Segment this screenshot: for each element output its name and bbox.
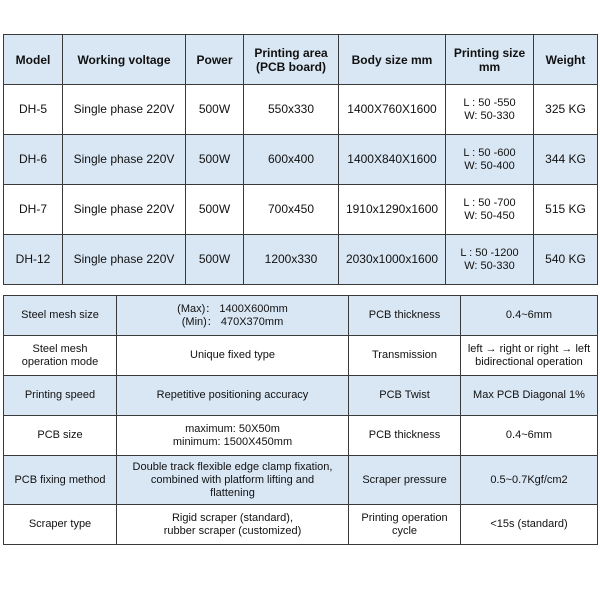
table-row xyxy=(4,185,598,235)
cell-printing-size-width: W: 50-330 xyxy=(464,109,515,122)
param-label: PCB thickness xyxy=(349,416,461,456)
cell-weight: 325 KG xyxy=(534,85,598,135)
cell-power: 500W xyxy=(186,235,244,285)
cell-power: 500W xyxy=(186,85,244,135)
cell-model: DH-12 xyxy=(4,235,63,285)
param-value: 0.5~0.7Kgf/cm2 xyxy=(461,456,598,505)
table-row xyxy=(4,85,598,135)
header-printing-size-line1: Printing size xyxy=(453,45,526,60)
cell-power: 500W xyxy=(186,185,244,235)
param-value-line: flattening xyxy=(210,486,255,499)
cell-model: DH-6 xyxy=(4,135,63,185)
param-value-line: combined with platform lifting and xyxy=(150,473,315,486)
param-table xyxy=(3,295,598,545)
param-label: Steel mesh size xyxy=(4,296,117,336)
param-label: Printing speed xyxy=(4,376,117,416)
param-value-line: left → right or right → left xyxy=(467,342,591,355)
cell-weight: 540 KG xyxy=(534,235,598,285)
param-value: Max PCB Diagonal 1% xyxy=(461,376,598,416)
param-value-line: minimum: 1500X450mm xyxy=(172,435,293,448)
header-printing-area-line2: (PCB board) xyxy=(256,59,326,74)
table-row xyxy=(4,505,598,545)
cell-printing-size-length: L : 50 -550 xyxy=(463,96,516,109)
cell-printing-size xyxy=(446,135,534,185)
param-label: PCB size xyxy=(4,416,117,456)
cell-voltage: Single phase 220V xyxy=(63,85,186,135)
header-body-size: Body size mm xyxy=(339,35,446,85)
table-row xyxy=(4,235,598,285)
cell-model: DH-5 xyxy=(4,85,63,135)
param-value-line: maximum: 50X50m xyxy=(185,422,280,435)
cell-printing-size xyxy=(446,235,534,285)
param-value xyxy=(117,505,349,545)
cell-printing-size-width: W: 50-450 xyxy=(464,209,515,222)
param-value-line: (Min)： 470X370mm xyxy=(181,315,284,328)
spec-table xyxy=(3,34,598,285)
param-label: PCB fixing method xyxy=(4,456,117,505)
table-row xyxy=(4,135,598,185)
cell-printing-area: 600x400 xyxy=(244,135,339,185)
cell-printing-size-length: L : 50 -1200 xyxy=(460,246,519,259)
cell-printing-size-width: W: 50-400 xyxy=(464,159,515,172)
cell-printing-size xyxy=(446,85,534,135)
cell-printing-area: 1200x330 xyxy=(244,235,339,285)
spec-table-header-row xyxy=(4,35,598,85)
cell-voltage: Single phase 220V xyxy=(63,235,186,285)
cell-model: DH-7 xyxy=(4,185,63,235)
header-printing-area-line1: Printing area xyxy=(254,45,328,60)
table-row xyxy=(4,456,598,505)
param-label-line: operation mode xyxy=(21,355,99,368)
param-value: Repetitive positioning accuracy xyxy=(117,376,349,416)
param-label: PCB thickness xyxy=(349,296,461,336)
cell-weight: 344 KG xyxy=(534,135,598,185)
param-value xyxy=(117,456,349,505)
param-value-line: bidirectional operation xyxy=(475,355,583,368)
cell-weight: 515 KG xyxy=(534,185,598,235)
cell-printing-size xyxy=(446,185,534,235)
param-label: PCB Twist xyxy=(349,376,461,416)
header-printing-size-line2: mm xyxy=(478,59,501,74)
param-label xyxy=(4,336,117,376)
param-value xyxy=(461,336,598,376)
table-row xyxy=(4,416,598,456)
cell-voltage: Single phase 220V xyxy=(63,135,186,185)
param-label: Transmission xyxy=(349,336,461,376)
header-printing-size xyxy=(446,35,534,85)
table-row xyxy=(4,336,598,376)
param-value: <15s (standard) xyxy=(461,505,598,545)
cell-printing-area: 700x450 xyxy=(244,185,339,235)
param-value: 0.4~6mm xyxy=(461,416,598,456)
param-value-line: rubber scraper (customized) xyxy=(163,524,302,537)
param-value-line: (Max)： 1400X600mm xyxy=(177,302,288,315)
cell-body-size: 1400X840X1600 xyxy=(339,135,446,185)
header-power: Power xyxy=(186,35,244,85)
param-label-line: cycle xyxy=(391,524,418,537)
cell-voltage: Single phase 220V xyxy=(63,185,186,235)
param-value: 0.4~6mm xyxy=(461,296,598,336)
param-value xyxy=(117,296,349,336)
header-weight: Weight xyxy=(534,35,598,85)
cell-printing-size-width: W: 50-330 xyxy=(464,259,515,272)
header-printing-area xyxy=(244,35,339,85)
param-label: Scraper type xyxy=(4,505,117,545)
param-label xyxy=(349,505,461,545)
table-row xyxy=(4,376,598,416)
cell-printing-area: 550x330 xyxy=(244,85,339,135)
param-value: Unique fixed type xyxy=(117,336,349,376)
cell-body-size: 2030x1000x1600 xyxy=(339,235,446,285)
param-label: Scraper pressure xyxy=(349,456,461,505)
param-label-line: Printing operation xyxy=(361,511,448,524)
cell-printing-size-length: L : 50 -600 xyxy=(463,146,516,159)
param-label-line: Steel mesh xyxy=(32,342,88,355)
cell-body-size: 1910x1290x1600 xyxy=(339,185,446,235)
cell-printing-size-length: L : 50 -700 xyxy=(463,196,516,209)
param-value-line: Double track flexible edge clamp fixation, xyxy=(132,460,333,473)
header-model: Model xyxy=(4,35,63,85)
header-working-voltage: Working voltage xyxy=(63,35,186,85)
cell-body-size: 1400X760X1600 xyxy=(339,85,446,135)
cell-power: 500W xyxy=(186,135,244,185)
table-row xyxy=(4,296,598,336)
param-value-line: Rigid scraper (standard), xyxy=(171,511,294,524)
param-value xyxy=(117,416,349,456)
